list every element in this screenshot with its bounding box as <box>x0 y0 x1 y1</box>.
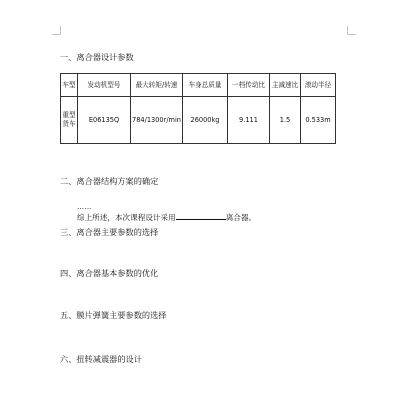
table-header-cell: 车身总质量 <box>183 74 228 97</box>
conclusion-sentence <box>77 212 256 223</box>
table-header-cell: 车型 <box>61 74 78 97</box>
section-heading-diaphragm-spring: 五、膜片弹簧主要参数的选择 <box>60 310 167 320</box>
table-header-row <box>61 74 336 97</box>
section-heading-structure-scheme: 二、离合器结构方案的确定 <box>60 176 159 186</box>
table-header-cell: 主减速比 <box>270 74 301 97</box>
table-cell: 重型货车 <box>61 97 78 144</box>
table-cell: 0.533m <box>301 97 336 144</box>
conclusion-text-after: 离合器。 <box>225 213 257 222</box>
table-row <box>61 97 336 144</box>
section-heading-parameter-optimization: 四、离合器基本参数的优化 <box>60 268 159 278</box>
crop-mark-top-right <box>347 26 356 35</box>
table-header-cell: 滚动半径 <box>301 74 336 97</box>
fill-in-blank[interactable] <box>176 212 226 220</box>
conclusion-text-before: 综上所述，本次课程设计采用 <box>77 213 176 222</box>
table-cell: 1.5 <box>270 97 301 144</box>
design-parameters-table <box>60 73 336 144</box>
section-heading-torsional-damper: 六、扭转减震器的设计 <box>60 354 142 364</box>
table-cell: E06135Q <box>78 97 131 144</box>
table-header-cell: 一档传动比 <box>228 74 270 97</box>
table-cell: 26000kg <box>183 97 228 144</box>
table-header-cell: 最大转矩/转速 <box>131 74 183 97</box>
table-cell: 784/1300r/min <box>131 97 183 144</box>
section-heading-main-parameters: 三、离合器主要参数的选择 <box>60 227 159 237</box>
crop-mark-top-left <box>52 26 61 35</box>
table-header-cell: 发动机型号 <box>78 74 131 97</box>
table-cell: 9.111 <box>228 97 270 144</box>
ellipsis-text: …… <box>77 203 92 211</box>
section-heading-design-parameters: 一、离合器设计参数 <box>60 52 134 62</box>
